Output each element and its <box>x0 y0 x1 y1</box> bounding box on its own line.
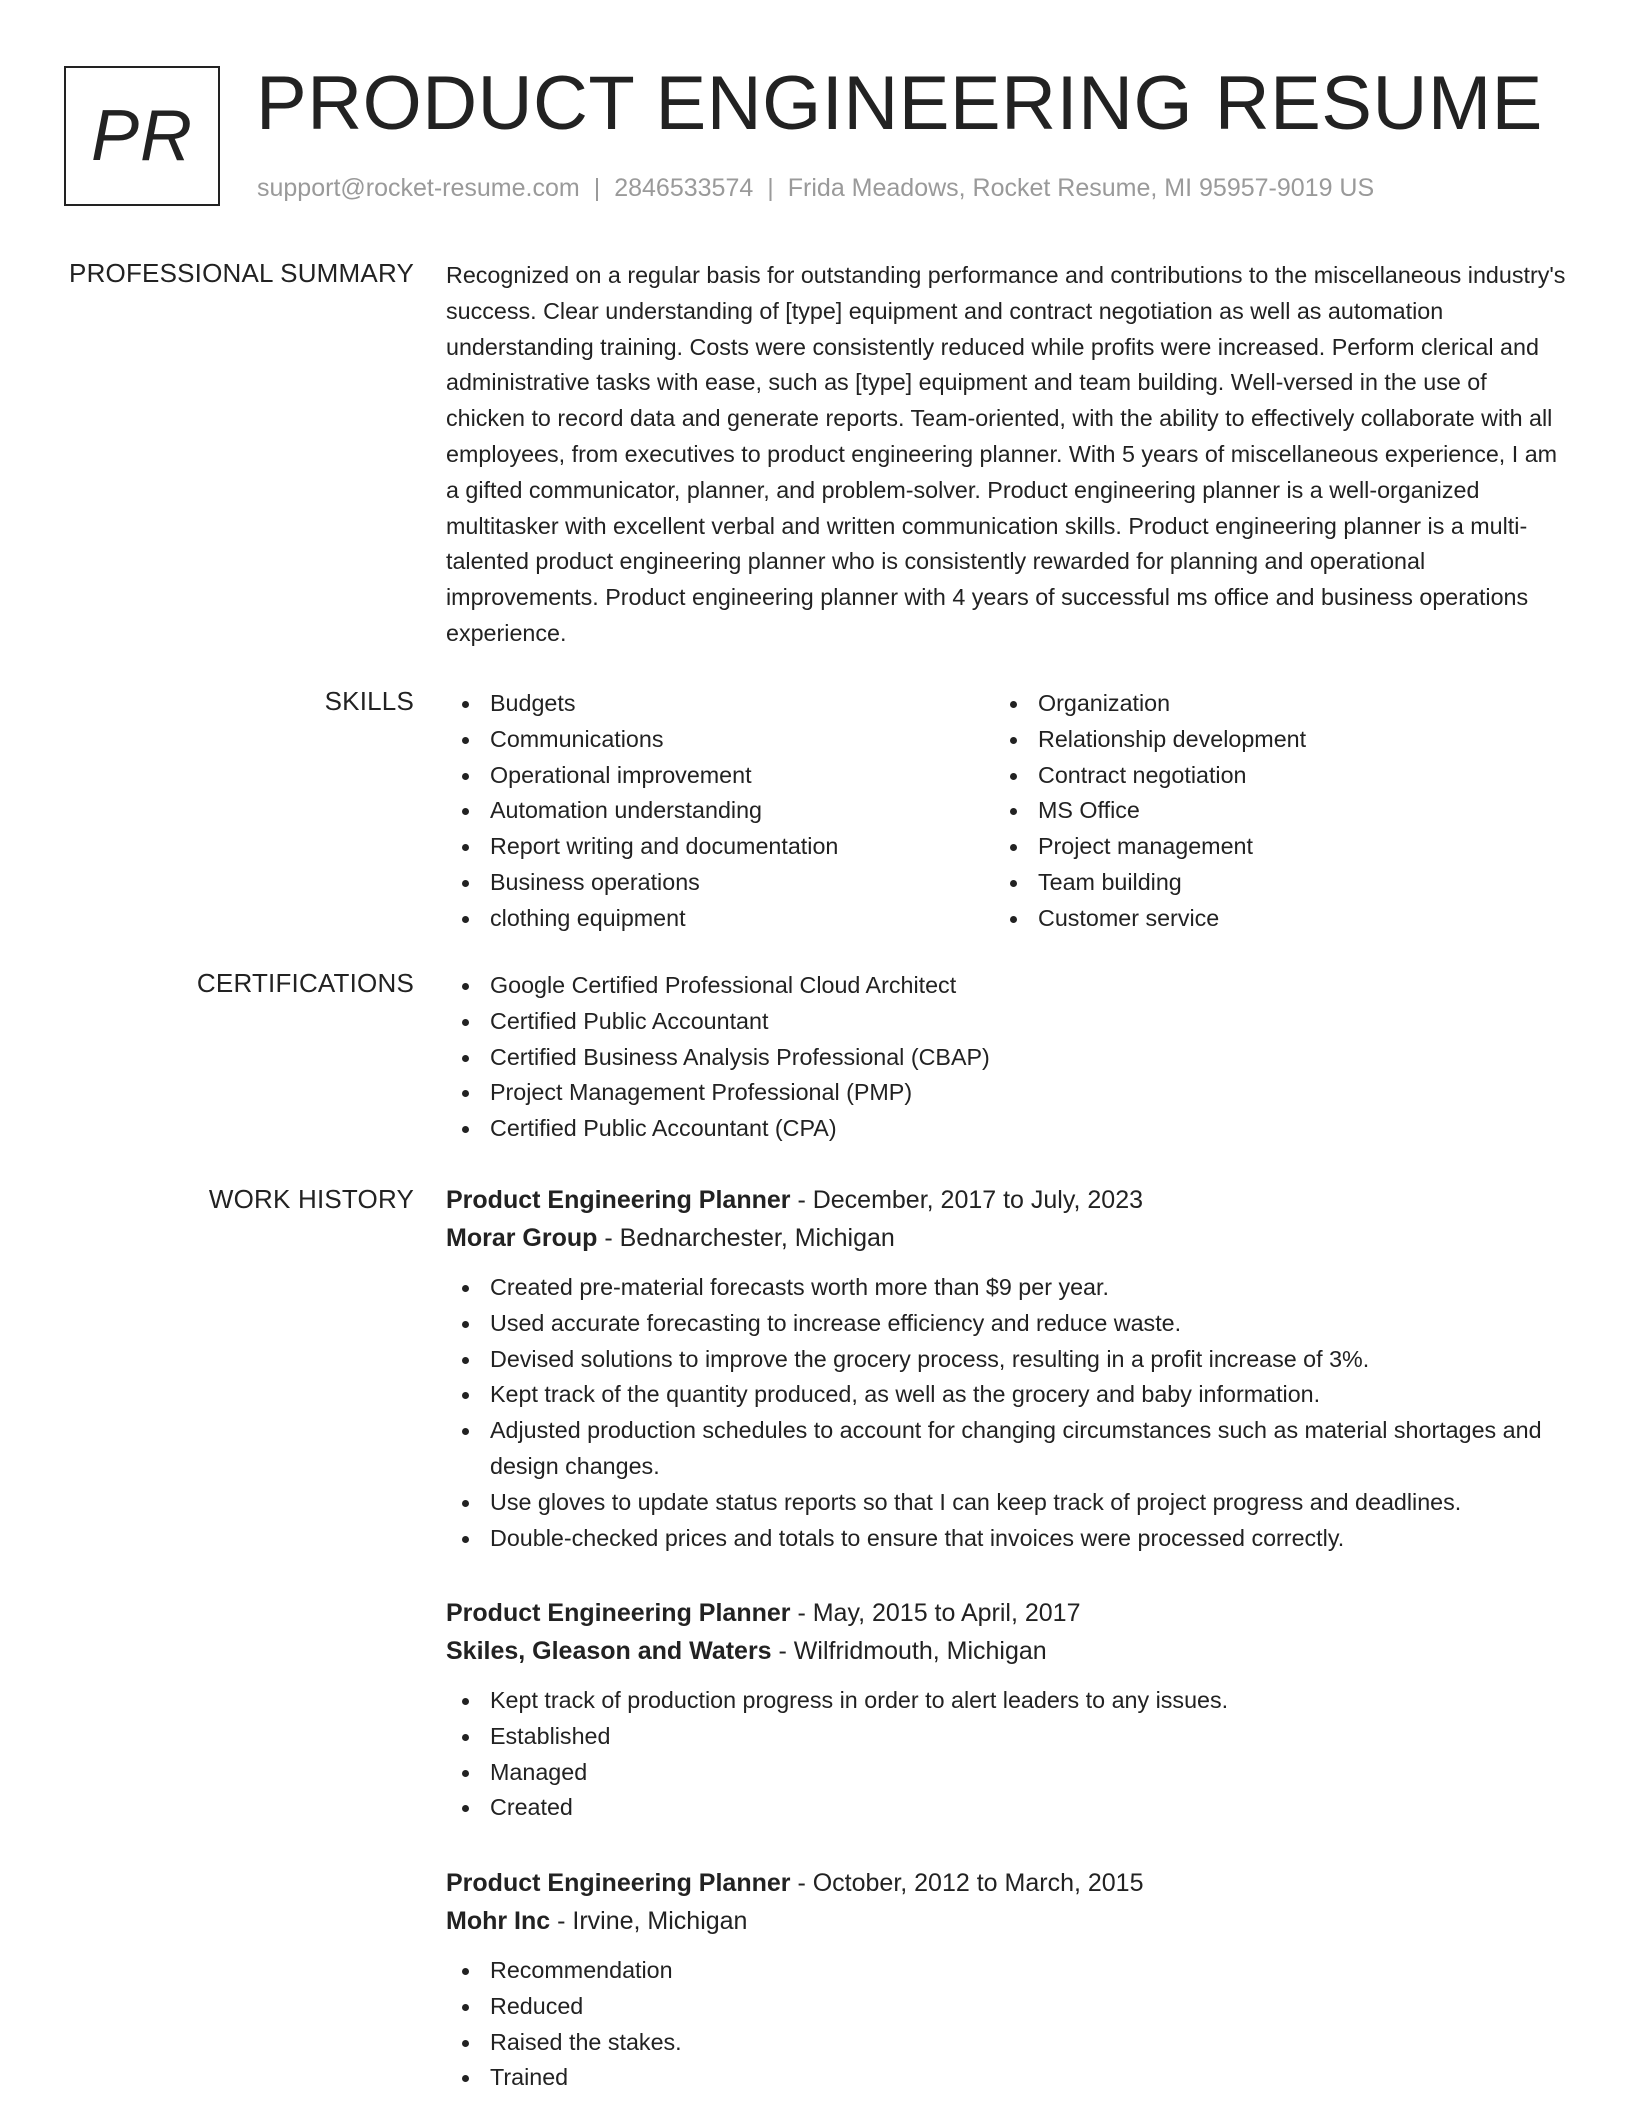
job-title: Product Engineering Planner <box>446 1599 791 1627</box>
list-item: Use gloves to update status reports so that I can keep track of project progress and deadlines. <box>446 1485 1566 1521</box>
list-item: Budgets <box>446 686 838 722</box>
contact-address: Frida Meadows, Rocket Resume, MI 95957-9019 US <box>787 174 1375 202</box>
job-company-line <box>446 1632 1566 1670</box>
bullet-icon <box>462 1770 469 1777</box>
summary-body <box>446 258 1566 652</box>
contact-line <box>257 174 1374 203</box>
list-item: Established <box>446 1719 1566 1755</box>
list-item: Devised solutions to improve the grocery process, resulting in a profit increase of 3%. <box>446 1342 1566 1378</box>
bullet-icon <box>1010 808 1017 815</box>
job-title: Product Engineering Planner <box>446 1186 791 1214</box>
bullet-icon <box>462 1805 469 1812</box>
list-item: Project management <box>994 829 1306 865</box>
list-item: Managed <box>446 1755 1566 1791</box>
job-duties-list <box>446 1953 1566 2096</box>
job-company-line <box>446 1902 1566 1940</box>
contact-phone[interactable]: 2846533574 <box>614 174 754 202</box>
list-item: Kept track of production progress in order to alert leaders to any issues. <box>446 1683 1566 1719</box>
list-item: Customer service <box>994 901 1306 937</box>
list-item: Operational improvement <box>446 758 838 794</box>
certifications-body <box>446 968 1566 1147</box>
bullet-icon <box>1010 916 1017 923</box>
list-item: clothing equipment <box>446 901 838 937</box>
bullet-icon <box>462 844 469 851</box>
bullet-icon <box>1010 737 1017 744</box>
job-location: - Bednarchester, Michigan <box>597 1224 895 1252</box>
list-item: MS Office <box>994 793 1306 829</box>
section-heading: CERTIFICATIONS <box>196 968 414 998</box>
contact-email[interactable]: support@rocket-resume.com <box>257 174 580 202</box>
job-dates: - December, 2017 to July, 2023 <box>790 1186 1144 1214</box>
section-heading: SKILLS <box>324 686 414 716</box>
bullet-icon <box>462 1536 469 1543</box>
list-item: Trained <box>446 2060 1566 2096</box>
list-item: Organization <box>994 686 1306 722</box>
bullet-icon <box>1010 844 1017 851</box>
section-heading: PROFESSIONAL SUMMARY <box>69 258 414 288</box>
list-item: Communications <box>446 722 838 758</box>
list-item: Certified Public Accountant (CPA) <box>446 1111 1566 1147</box>
contact-separator: | <box>767 174 774 202</box>
bullet-icon <box>462 2075 469 2082</box>
bullet-icon <box>462 1126 469 1133</box>
job-location: - Irvine, Michigan <box>550 1907 748 1935</box>
bullet-icon <box>1010 701 1017 708</box>
list-item: Business operations <box>446 865 838 901</box>
page-title: PRODUCT ENGINEERING RESUME <box>256 61 1543 146</box>
list-item: Automation understanding <box>446 793 838 829</box>
list-item: Raised the stakes. <box>446 2025 1566 2061</box>
bullet-icon <box>462 1055 469 1062</box>
bullet-icon <box>462 2004 469 2011</box>
job-company: Mohr Inc <box>446 1907 551 1935</box>
job-entry <box>446 1864 1566 2096</box>
job-title-line <box>446 1594 1566 1632</box>
bullet-icon <box>1010 880 1017 887</box>
job-duties-list <box>446 1270 1566 1556</box>
bullet-icon <box>462 1968 469 1975</box>
bullet-icon <box>462 1321 469 1328</box>
summary-text: Recognized on a regular basis for outstanding performance and contributions to the miscellaneous industry's success. Clear understanding of [type] equipment and contract negotiation as well as automation understanding training. Costs were consistently reduced while profits were increased. Perform clerical and administrative tasks with ease, such as [type] equipment and team building. Well-versed in the use of chicken to record data and generate reports. Team-oriented, with the ability to effectively collaborate with all employees, from executives to product engineering planner. With 5 years of miscellaneous experience, I am a gifted communicator, planner, and problem-solver. Product engineering planner is a well-organized multitasker with excellent verbal and written communication skills. Product engineering planner is a multi-talented product engineering planner who is consistently rewarded for planning and operational improvements. Product engineering planner with 4 years of successful ms office and business operations experience. <box>446 262 1566 646</box>
list-item: Certified Business Analysis Professional (CBAP) <box>446 1040 1566 1076</box>
bullet-icon <box>462 773 469 780</box>
job-entry <box>446 1181 1566 1556</box>
job-title-line <box>446 1181 1566 1219</box>
list-item: Report writing and documentation <box>446 829 838 865</box>
list-item: Project Management Professional (PMP) <box>446 1075 1566 1111</box>
list-item: Used accurate forecasting to increase efficiency and reduce waste. <box>446 1306 1566 1342</box>
job-dates: - October, 2012 to March, 2015 <box>790 1869 1144 1897</box>
bullet-icon <box>462 1428 469 1435</box>
job-title-line <box>446 1864 1566 1902</box>
skills-list-right <box>994 686 1306 937</box>
list-item: Kept track of the quantity produced, as well as the grocery and baby information. <box>446 1377 1566 1413</box>
bullet-icon <box>462 808 469 815</box>
job-title: Product Engineering Planner <box>446 1869 791 1897</box>
bullet-icon <box>462 880 469 887</box>
list-item: Relationship development <box>994 722 1306 758</box>
list-item: Contract negotiation <box>994 758 1306 794</box>
job-location: - Wilfridmouth, Michigan <box>771 1637 1047 1665</box>
job-dates: - May, 2015 to April, 2017 <box>790 1599 1081 1627</box>
list-item: Certified Public Accountant <box>446 1004 1566 1040</box>
bullet-icon <box>462 737 469 744</box>
bullet-icon <box>462 916 469 923</box>
job-company: Morar Group <box>446 1224 598 1252</box>
monogram-logo: PR <box>64 66 220 206</box>
bullet-icon <box>462 701 469 708</box>
bullet-icon <box>462 1734 469 1741</box>
list-item: Double-checked prices and totals to ensure that invoices were processed correctly. <box>446 1521 1566 1557</box>
list-item: Recommendation <box>446 1953 1566 1989</box>
resume-header <box>64 61 1584 216</box>
job-company: Skiles, Gleason and Waters <box>446 1637 772 1665</box>
bullet-icon <box>462 1285 469 1292</box>
list-item: Created <box>446 1790 1566 1826</box>
bullet-icon <box>462 1698 469 1705</box>
bullet-icon <box>462 1019 469 1026</box>
bullet-icon <box>462 983 469 990</box>
list-item: Adjusted production schedules to account for changing circumstances such as material shortages and design changes. <box>446 1413 1566 1485</box>
bullet-icon <box>462 1090 469 1097</box>
job-entry <box>446 1594 1566 1826</box>
list-item: Reduced <box>446 1989 1566 2025</box>
bullet-icon <box>462 2040 469 2047</box>
list-item: Team building <box>994 865 1306 901</box>
bullet-icon <box>462 1500 469 1507</box>
skills-list-left <box>446 686 838 937</box>
job-duties-list <box>446 1683 1566 1826</box>
list-item: Google Certified Professional Cloud Architect <box>446 968 1566 1004</box>
certifications-list <box>446 968 1566 1147</box>
bullet-icon <box>462 1357 469 1364</box>
job-company-line <box>446 1219 1566 1257</box>
section-heading: WORK HISTORY <box>208 1184 414 1214</box>
bullet-icon <box>462 1392 469 1399</box>
bullet-icon <box>1010 773 1017 780</box>
contact-separator: | <box>593 174 601 202</box>
list-item: Created pre-material forecasts worth more than $9 per year. <box>446 1270 1566 1306</box>
